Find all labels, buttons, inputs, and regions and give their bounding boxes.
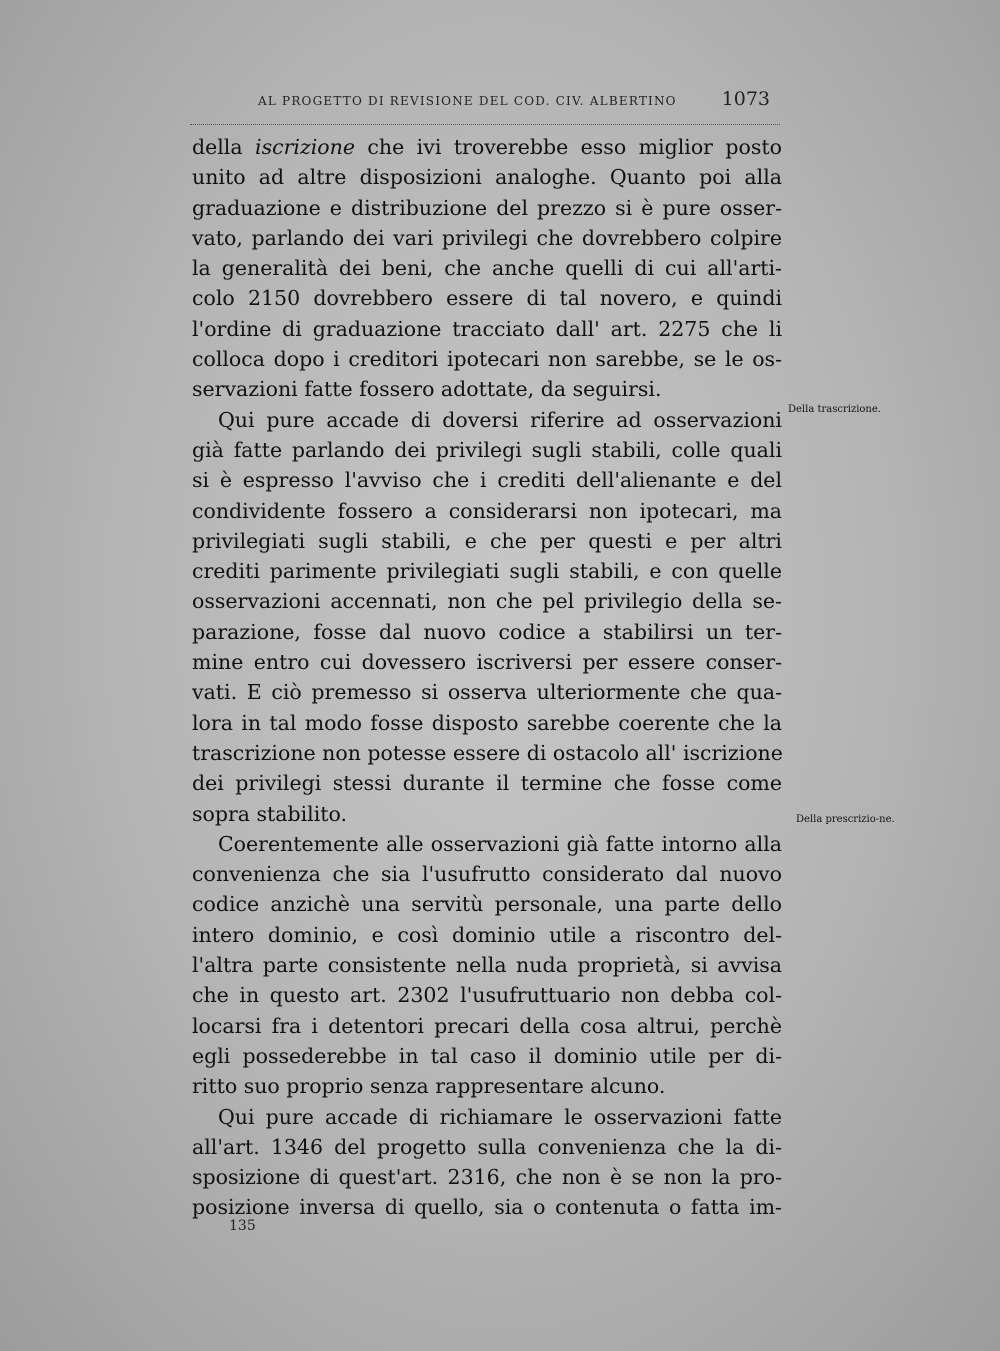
body-text xyxy=(192,132,782,1223)
text-line: locarsi fra i detentori precari della cosa altrui, perchè xyxy=(192,1013,782,1038)
text-line: egli possederebbe in tal caso il dominio utile per di- xyxy=(192,1043,782,1068)
text-line: sposizione di quest'art. 2316, che non è se non la pro- xyxy=(192,1165,782,1190)
header-rule xyxy=(190,124,780,125)
text-line: Qui pure accade di doversi riferire ad osservazioni xyxy=(218,407,782,432)
text-line: sopra stabilito. xyxy=(192,801,348,826)
text-line: colo 2150 dovrebbero essere di tal novero, e quindi xyxy=(192,286,782,311)
text-line: posizione inversa di quello, sia o contenuta o fatta im- xyxy=(192,1195,782,1220)
text-line: colloca dopo i creditori ipotecari non sarebbe, se le os- xyxy=(192,347,782,372)
text-line: si è espresso l'avviso che i crediti dell'alienante e del xyxy=(192,468,782,493)
text-line: Qui pure accade di richiamare le osservazioni fatte xyxy=(218,1104,782,1129)
text-line: mine entro cui dovessero iscriversi per essere conser- xyxy=(192,650,782,675)
text-line: l'altra parte consistente nella nuda proprietà, si avvisa xyxy=(192,953,782,978)
text-line: unito ad altre disposizioni analoghe. Quanto poi alla xyxy=(192,165,782,190)
text-line: crediti parimente privilegiati sugli stabili, e con quelle xyxy=(192,559,782,584)
running-title: AL PROGETTO DI REVISIONE DEL COD. CIV. ALBERTINO xyxy=(258,94,677,108)
text-line: codice anzichè una servitù personale, una parte dello xyxy=(192,892,782,917)
text-line: graduazione e distribuzione del prezzo si è pure osser- xyxy=(192,195,782,220)
text-line: vato, parlando dei vari privilegi che dovrebbero colpire xyxy=(192,225,782,250)
text-line: lora in tal modo fosse disposto sarebbe coerente che la xyxy=(192,710,782,735)
text-line: vati. E ciò premesso si osserva ulteriormente che qua- xyxy=(192,680,782,705)
text-line: privilegiati sugli stabili, e che per questi e per altri xyxy=(192,528,782,553)
text-line: Coerentemente alle osservazioni già fatte intorno alla xyxy=(218,831,782,856)
text-line: l'ordine di graduazione tracciato dall' art. 2275 che li xyxy=(192,316,782,341)
page-number: 1073 xyxy=(721,88,770,110)
text-line: servazioni fatte fossero adottate, da seguirsi. xyxy=(192,377,662,402)
text-line: la generalità dei beni, che anche quelli di cui all'arti- xyxy=(192,256,782,281)
text-line: ritto suo proprio senza rappresentare alcuno. xyxy=(192,1074,666,1099)
text-line: che in questo art. 2302 l'usufruttuario non debba col- xyxy=(192,983,782,1008)
running-header xyxy=(258,88,778,110)
text-line: intero dominio, e così dominio utile a riscontro del- xyxy=(192,922,782,947)
marginal-note-trascrizione: Della trascrizione. xyxy=(788,404,881,415)
text-line: trascrizione non potesse essere di ostacolo all' iscrizione xyxy=(192,740,783,765)
text-line: osservazioni accennati, non che pel privilegio della se- xyxy=(192,589,782,614)
italic-term: iscrizione xyxy=(255,135,355,159)
text-line: dei privilegi stessi durante il termine che fosse come xyxy=(192,771,782,796)
text-line: parazione, fosse dal nuovo codice a stabilirsi un ter- xyxy=(192,619,782,644)
text-line: convenienza che sia l'usufrutto considerato dal nuovo xyxy=(192,862,782,887)
text-line: già fatte parlando dei privilegi sugli stabili, colle quali xyxy=(192,437,782,462)
text-line: all'art. 1346 del progetto sulla convenienza che la di- xyxy=(192,1134,782,1159)
text-line-1: della iscrizione che ivi troverebbe esso miglior posto xyxy=(192,135,782,159)
signature-mark: 135 xyxy=(229,1218,256,1234)
text-line: condividente fossero a considerarsi non ipotecari, ma xyxy=(192,498,782,523)
marginal-note-prescrizione: Della prescrizio-ne. xyxy=(796,814,895,825)
